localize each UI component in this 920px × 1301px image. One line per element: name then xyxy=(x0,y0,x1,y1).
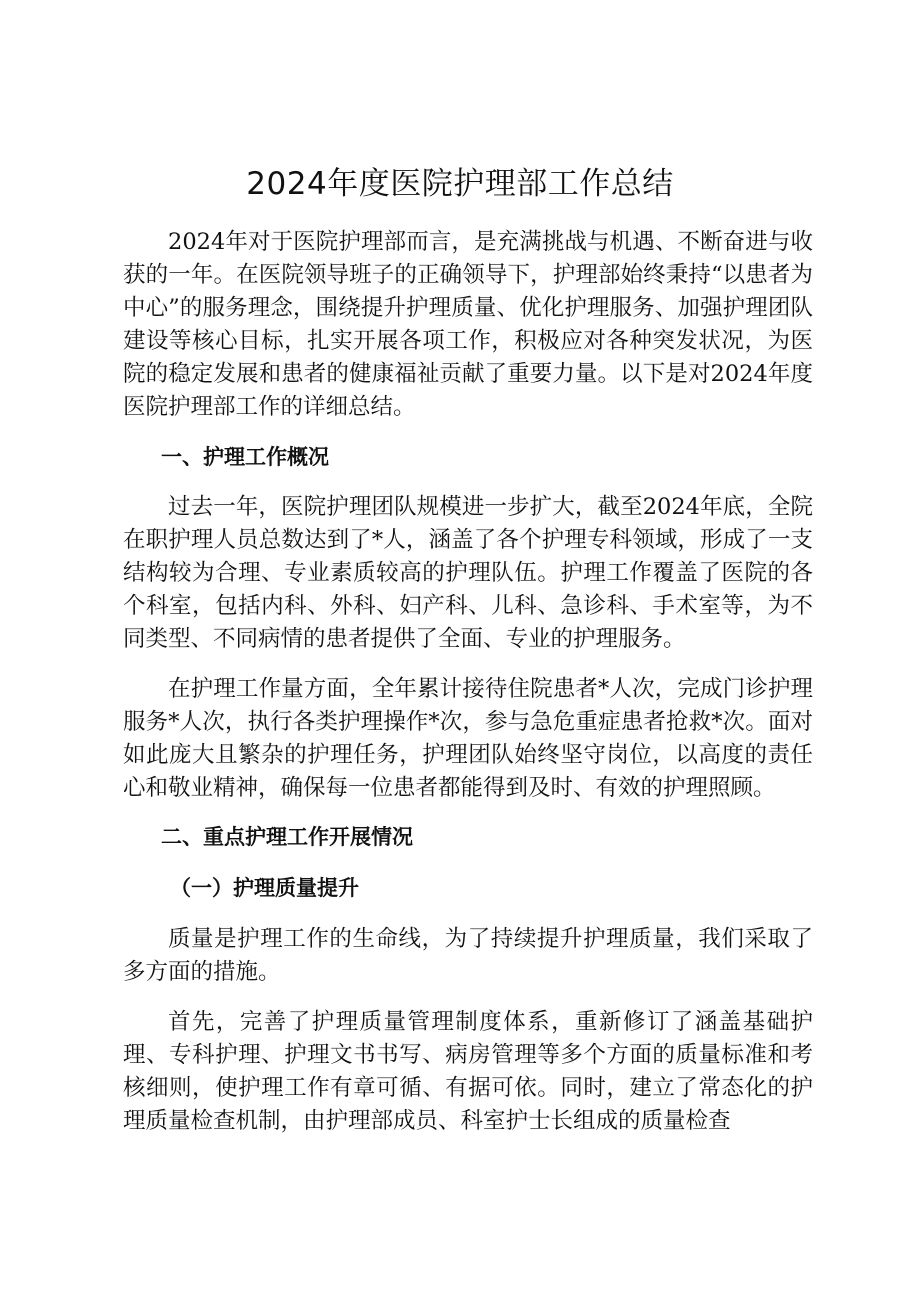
quality-paragraph-intro: 质量是护理工作的生命线，为了持续提升护理质量，我们采取了多方面的措施。 xyxy=(123,926,813,985)
intro-paragraph: 2024年对于医院护理部而言，是充满挑战与机遇、不断奋进与收获的一年。在医院领导班子的正确领导下，护理部始终秉持“以患者为中心”的服务理念，围绕提升护理质量、优化护理服务、加强护理团队建设等核心目标，扎实开展各项工作，积极应对各种突发状况，为医院的稳定发展和患者的健康福祉贡献了重要力量。以下是对2024年度医院护理部工作的详细总结。 xyxy=(123,229,813,420)
overview-paragraph-staff: 过去一年，医院护理团队规模进一步扩大，截至2024年底，全院在职护理人员总数达到了*人，涵盖了各个护理专科领域，形成了一支结构较为合理、专业素质较高的护理队伍。护理工作覆盖了医院的各个科室，包括内科、外科、妇产科、儿科、急诊科、手术室等，为不同类型、不同病情的患者提供了全面、专业的护理服务。 xyxy=(123,494,813,652)
quality-paragraph-measures: 首先，完善了护理质量管理制度体系，重新修订了涵盖基础护理、专科护理、护理文书书写、病房管理等多个方面的质量标准和考核细则，使护理工作有章可循、有据可依。同时，建立了常态化的护理质量检查机制，由护理部成员、科室护士长组成的质量检查 xyxy=(123,1009,813,1134)
document-title: 2024年度医院护理部工作总结 xyxy=(246,166,674,202)
subsection-heading-quality: （一）护理质量提升 xyxy=(170,876,359,900)
section-heading-key-work: 二、重点护理工作开展情况 xyxy=(161,825,413,849)
overview-paragraph-workload: 在护理工作量方面，全年累计接待住院患者*人次，完成门诊护理服务*人次，执行各类护理操作*次，参与急危重症患者抢救*次。面对如此庞大且繁杂的护理任务，护理团队始终坚守岗位，以高度的责任心和敬业精神，确保每一位患者都能得到及时、有效的护理照顾。 xyxy=(123,676,813,801)
section-heading-overview: 一、护理工作概况 xyxy=(161,445,329,469)
